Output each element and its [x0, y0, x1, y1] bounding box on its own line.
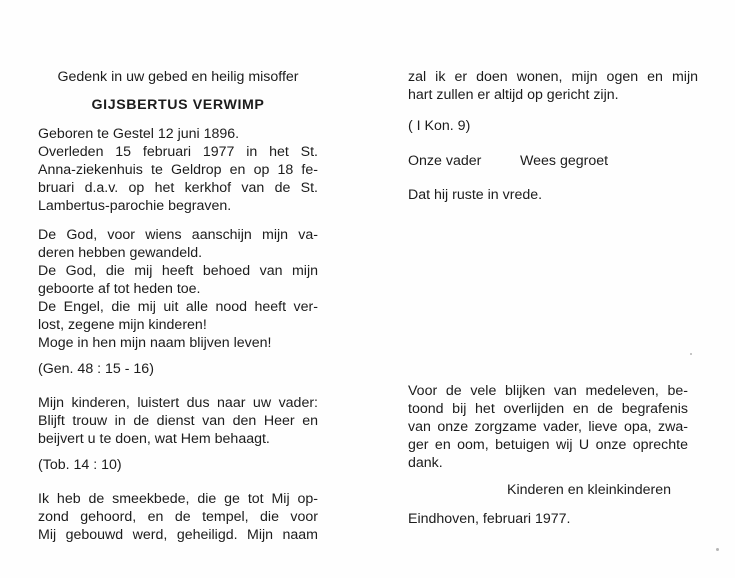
verse-line: zal ik er doen wonen, mijn ogen en mijn	[408, 69, 698, 85]
thanks-line: toond bij het overlijden en de begrafenis	[408, 401, 688, 417]
bio-block	[38, 125, 318, 215]
verse-line: De God, voor wiens aanschijn mijn va-	[38, 227, 318, 243]
prayer-hail-mary: Wees gegroet	[520, 153, 609, 169]
bio-line: Lambertus-parochie begraven.	[38, 198, 232, 214]
thanks-line: Voor de vele blijken van medeleven, be-	[408, 383, 688, 399]
prayers-line	[408, 152, 698, 170]
signature: Kinderen en kleinkinderen	[507, 482, 672, 498]
verse-block-genesis	[38, 226, 318, 352]
verse-line: De God, die mij heeft behoed van mijn	[38, 263, 318, 279]
paper-speck	[716, 548, 719, 551]
verse-line: Ik heb de smeekbede, die ge tot Mij op-	[38, 491, 318, 507]
bio-line: Overleden 15 februari 1977 in het St.	[38, 144, 318, 160]
verse-reference: (Gen. 48 : 15 - 16)	[38, 361, 154, 377]
thanks-line: van onze zorgzame vader, lieve opa, zwa-	[408, 419, 688, 435]
paper-speck	[690, 353, 692, 355]
thanks-block	[408, 382, 688, 472]
verse-block-tobit	[38, 394, 318, 448]
verse-block-kings	[38, 490, 318, 544]
verse-line: lost, zegene mijn kinderen!	[38, 317, 207, 333]
bio-line: bruari d.a.v. op het kerkhof van de St.	[38, 180, 318, 196]
verse-line: geboorte af tot heden toe.	[38, 281, 201, 297]
verse-line: Mijn kinderen, luistert dus naar uw vader:	[38, 395, 318, 411]
deceased-name: GIJSBERTUS VERWIMP	[91, 97, 265, 113]
verse-line: De Engel, die mij uit alle nood heeft ver-	[38, 299, 318, 315]
place-and-date: Eindhoven, februari 1977.	[408, 511, 571, 527]
left-column	[38, 68, 318, 544]
thanks-line: dank.	[408, 455, 443, 471]
verse-line: Moge in hen mijn naam blijven leven!	[38, 335, 272, 351]
verse-line: beijvert u te doen, wat Hem behaagt.	[38, 431, 270, 447]
right-column	[408, 68, 698, 204]
bio-line: Anna-ziekenhuis te Geldrop en op 18 fe-	[38, 162, 318, 178]
verse-reference: (Tob. 14 : 10)	[38, 457, 122, 473]
prayer-our-father: Onze vader	[408, 153, 482, 169]
verse-reference: ( I Kon. 9)	[408, 118, 471, 134]
verse-line: Mij gebouwd werd, geheiligd. Mijn naam	[38, 527, 318, 543]
rest-in-peace: Dat hij ruste in vrede.	[408, 187, 543, 203]
verse-line: zond gehoord, en de tempel, die voor	[38, 509, 318, 525]
verse-line: hart zullen er altijd op gericht zijn.	[408, 87, 619, 103]
intro-text: Gedenk in uw gebed en heilig misoffer	[57, 69, 299, 85]
thanks-line: ger en oom, betuigen wij U onze oprechte	[408, 437, 688, 453]
bio-line: Geboren te Gestel 12 juni 1896.	[38, 126, 240, 142]
verse-line: Blijft trouw in de dienst van den Heer en	[38, 413, 318, 429]
verse-line: deren hebben gewandeld.	[38, 245, 203, 261]
